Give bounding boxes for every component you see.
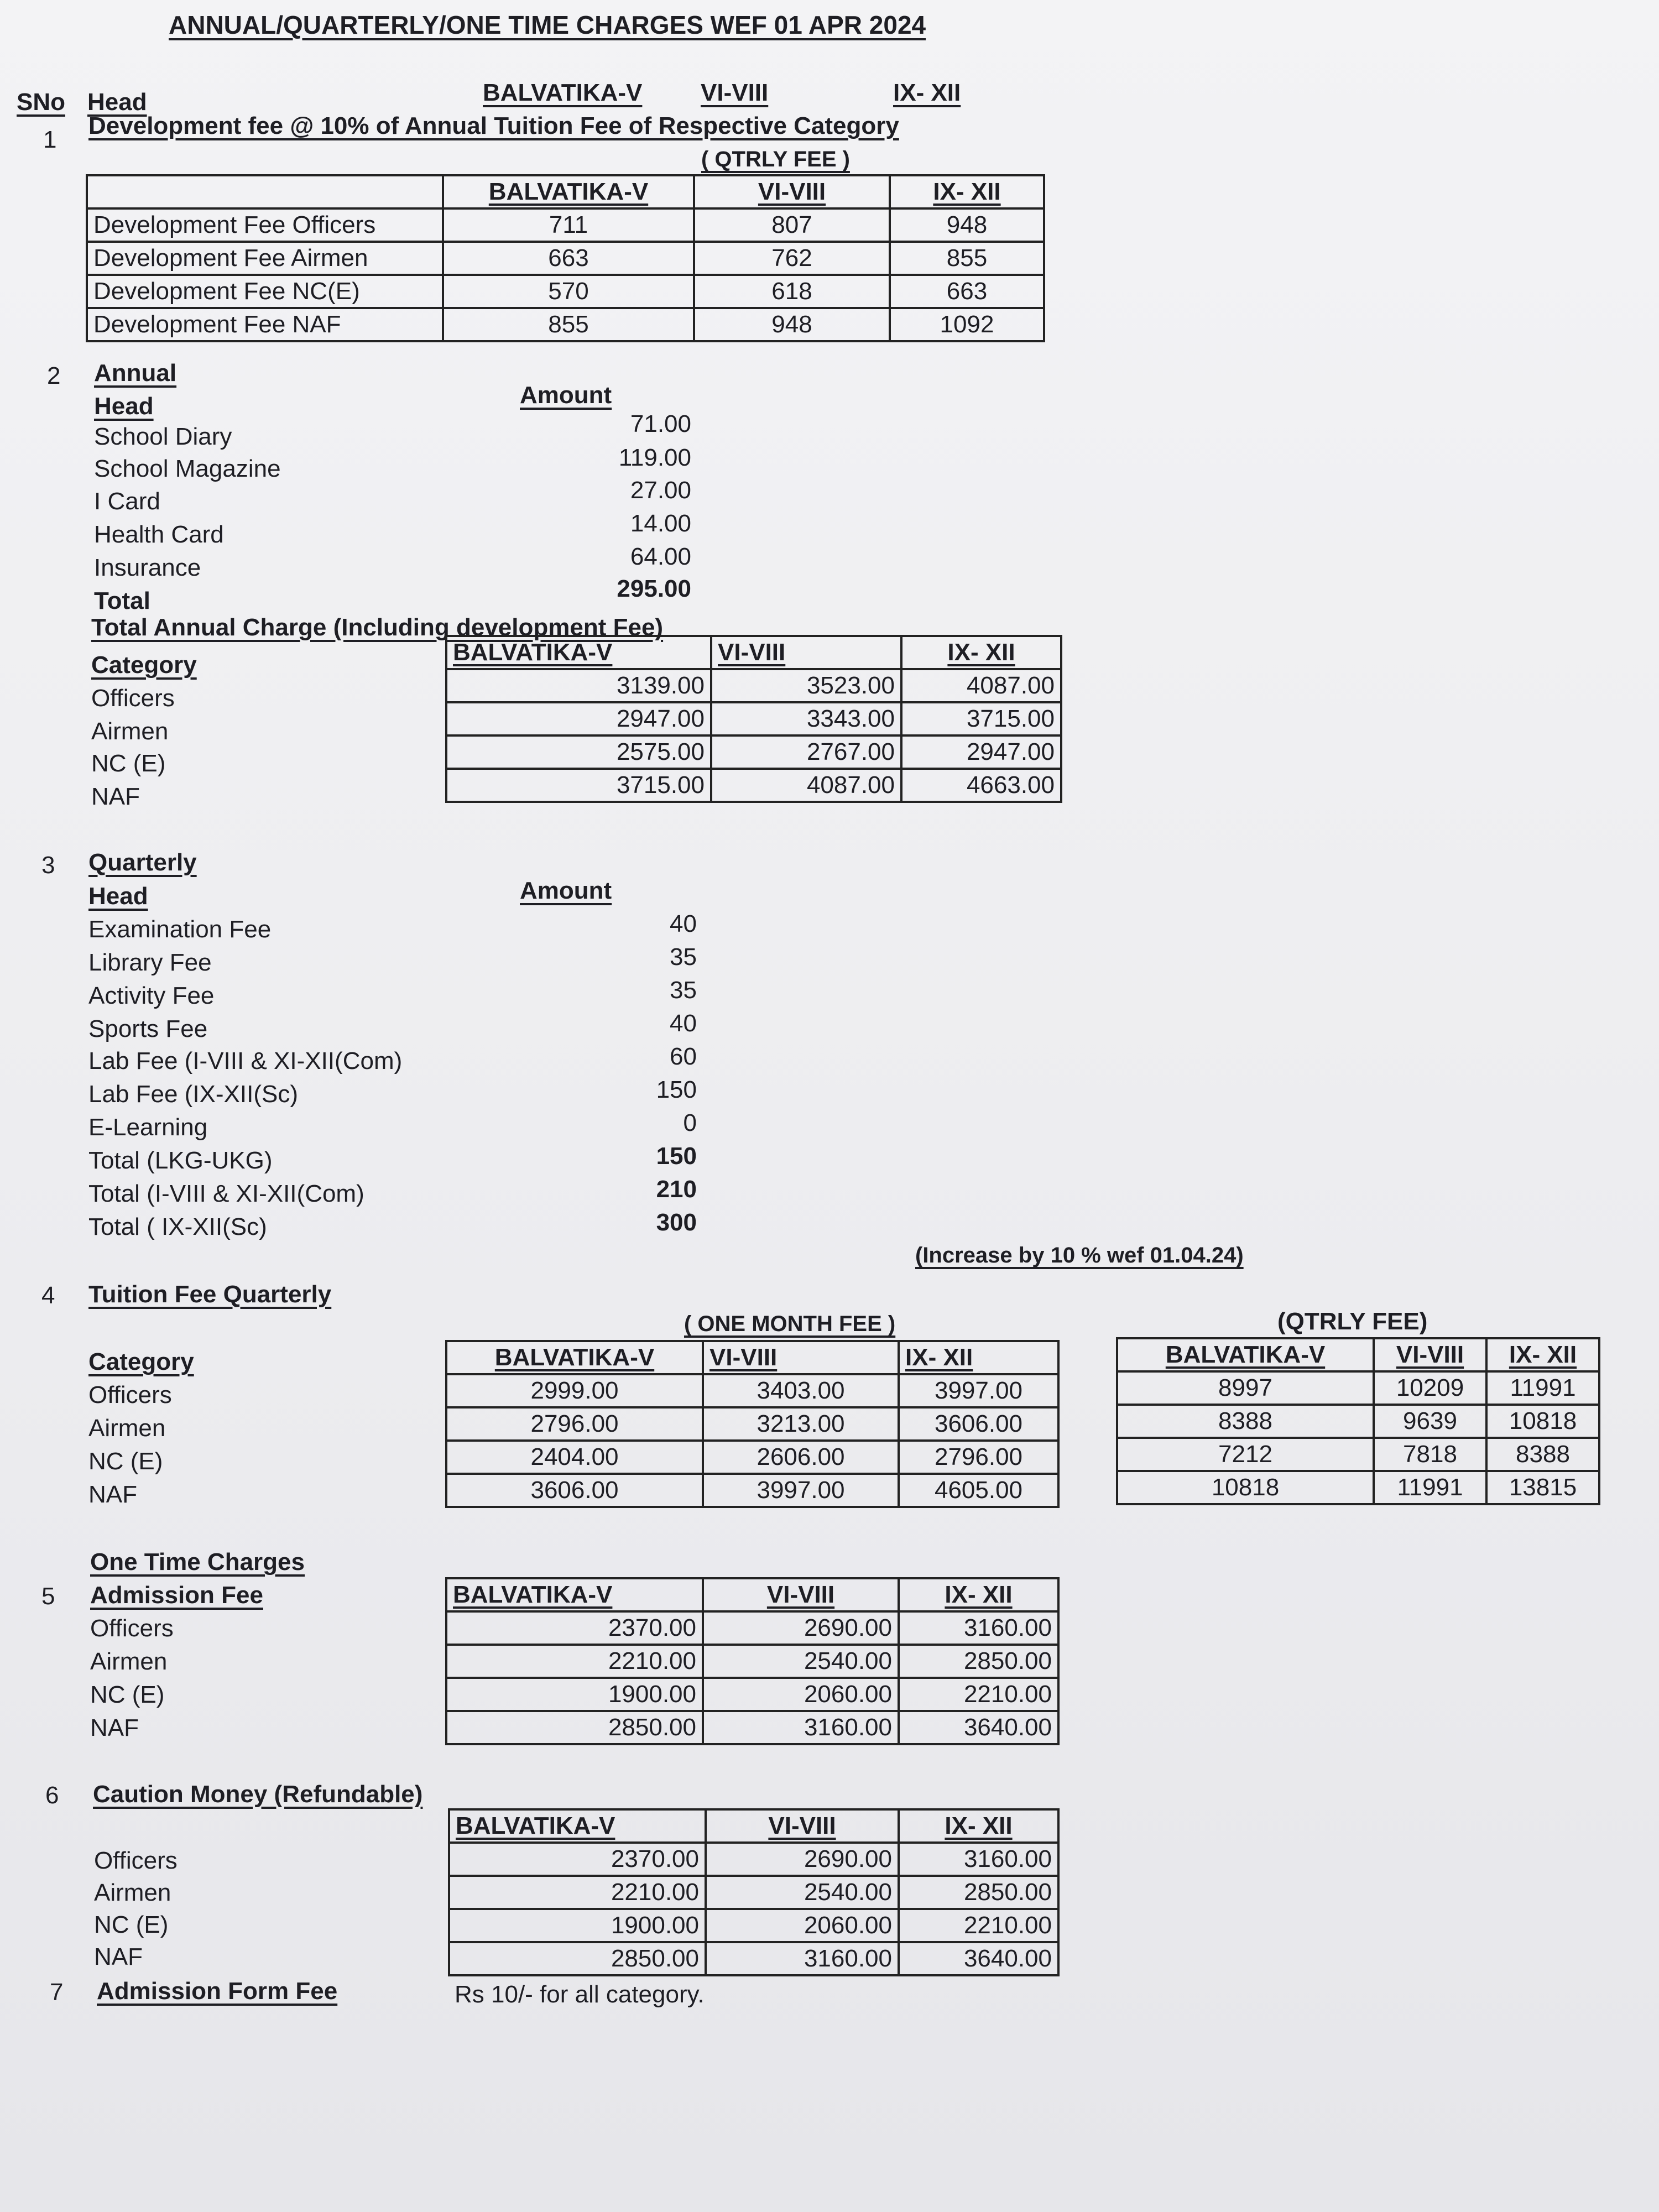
caution-money-table [448,1808,1060,1976]
table-row [446,702,1061,735]
table-row [446,669,1061,702]
category-label: Category [91,651,197,679]
section-1-note: ( QTRLY FEE ) [701,147,850,171]
table-cell: 855 [890,242,1044,275]
section-3-amount-label: Amount [520,877,612,904]
table-header-row [449,1809,1058,1843]
quarterly-item-amount: 40 [670,910,697,937]
quarterly-total-label: Total (LKG-UKG) [88,1147,273,1174]
quarterly-item-label: E-Learning [88,1114,208,1141]
table-cell: 13815 [1486,1471,1599,1504]
table-cell: 1900.00 [449,1909,706,1942]
annual-item-amount: 64.00 [630,543,691,570]
tuition-one-month-fee-table [445,1340,1060,1508]
header-col-vi-viii: VI-VIII [701,79,769,106]
table-cell: 2210.00 [899,1678,1058,1711]
section-4-number: 4 [41,1282,55,1309]
table-row [446,1374,1058,1407]
table-row [449,1909,1058,1942]
increase-note: (Increase by 10 % wef 01.04.24) [915,1243,1244,1267]
table-row [449,1942,1058,1975]
table-header-cell: VI-VIII [1374,1338,1486,1371]
category-row-label: Officers [88,1381,172,1408]
table-header-cell: IX- XII [899,1809,1058,1843]
category-row-label: Airmen [94,1879,171,1906]
tuition-quarterly-fee-table [1116,1337,1600,1505]
annual-item-amount: 71.00 [630,410,691,437]
table-cell: 3997.00 [703,1474,899,1507]
table-header-row [1117,1338,1599,1371]
one-time-charges-title: One Time Charges [90,1548,305,1575]
table-row [446,1474,1058,1507]
quarterly-item-label: Lab Fee (I-VIII & XI-XII(Com) [88,1047,403,1074]
header-col-ix-xii: IX- XII [893,79,961,106]
table-cell: 2540.00 [703,1645,899,1678]
table-cell: 3523.00 [711,669,901,702]
table-cell: 2690.00 [703,1611,899,1645]
section-7-title: Admission Form Fee [97,1978,338,2005]
table-cell: 711 [443,208,694,242]
table-cell: 948 [890,208,1044,242]
section-3-head-label: Head [88,883,148,910]
quarterly-item-label: Lab Fee (IX-XII(Sc) [88,1081,299,1108]
table-cell: 663 [890,275,1044,308]
table-cell: 2210.00 [446,1645,703,1678]
table-cell: 8997 [1117,1371,1374,1405]
table-cell: 3640.00 [899,1942,1058,1975]
quarterly-item-label: Activity Fee [88,982,215,1009]
table-cell: 2947.00 [446,702,711,735]
table-cell: 570 [443,275,694,308]
table-cell: 948 [694,308,890,341]
table-cell: 2060.00 [703,1678,899,1711]
table-cell: 8388 [1117,1405,1374,1438]
quarterly-item-amount: 35 [670,977,697,1004]
table-cell: 2850.00 [899,1876,1058,1909]
table-cell: 2850.00 [446,1711,703,1744]
section-4-title: Tuition Fee Quarterly [88,1281,332,1308]
table-cell: 2850.00 [449,1942,706,1975]
category-label: Category [88,1348,194,1375]
annual-item-amount: 27.00 [630,477,691,504]
table-cell: 3139.00 [446,669,711,702]
table-row [87,242,1044,275]
table-cell: 11991 [1374,1471,1486,1504]
table-header-row [446,1341,1058,1374]
table-cell: 11991 [1486,1371,1599,1405]
section-1-title: Development fee @ 10% of Annual Tuition Fee of Respective Category [88,112,899,139]
table-row [446,1645,1058,1678]
table-cell: 2796.00 [899,1441,1058,1474]
table-cell: 2370.00 [446,1611,703,1645]
page-title: ANNUAL/QUARTERLY/ONE TIME CHARGES WEF 01 APR 2024 [169,11,926,39]
one-month-fee-note: ( ONE MONTH FEE ) [684,1312,896,1336]
table-header-cell: IX- XII [901,636,1061,669]
annual-item-label: Health Card [94,521,224,548]
table-cell: 3160.00 [899,1611,1058,1645]
category-row-label: NC (E) [94,1911,169,1938]
table-row [449,1843,1058,1876]
table-cell: 2999.00 [446,1374,703,1407]
section-2-amount-label: Amount [520,382,612,409]
table-cell: 663 [443,242,694,275]
table-cell: 2370.00 [449,1843,706,1876]
table-cell: 618 [694,275,890,308]
section-5-title: Admission Fee [90,1582,263,1609]
table-header-cell: VI-VIII [706,1809,899,1843]
row-label: Development Fee Officers [87,208,443,242]
table-cell: 4663.00 [901,769,1061,802]
table-row [446,1407,1058,1441]
table-cell: 7818 [1374,1438,1486,1471]
table-header-cell: BALVATIKA-V [446,1578,703,1611]
total-annual-charge-title: Total Annual Charge (Including development Fee) [91,614,664,641]
annual-item-label: School Diary [94,423,232,450]
table-header-blank [87,175,443,208]
table-row [449,1876,1058,1909]
table-cell: 10818 [1486,1405,1599,1438]
table-cell: 2210.00 [449,1876,706,1909]
category-row-label: NC (E) [88,1448,163,1475]
table-cell: 2767.00 [711,735,901,769]
table-row [1117,1371,1599,1405]
header-head: Head [87,88,147,116]
category-row-label: NAF [94,1943,143,1970]
quarterly-item-amount: 60 [670,1043,697,1070]
annual-item-label: School Magazine [94,455,281,482]
category-row-label: NC (E) [91,750,166,777]
table-header-cell: VI-VIII [703,1578,899,1611]
table-row [446,769,1061,802]
table-row [87,208,1044,242]
table-cell: 3997.00 [899,1374,1058,1407]
table-cell: 2850.00 [899,1645,1058,1678]
admission-form-fee-text: Rs 10/- for all category. [455,1981,705,2008]
quarterly-item-amount: 40 [670,1010,697,1037]
quarterly-item-amount: 0 [683,1109,697,1136]
table-cell: 4605.00 [899,1474,1058,1507]
table-header-cell: IX- XII [1486,1338,1599,1371]
category-row-label: NAF [90,1714,139,1741]
quarterly-item-label: Sports Fee [88,1015,208,1042]
table-header-cell: BALVATIKA-V [443,175,694,208]
table-cell: 2796.00 [446,1407,703,1441]
table-row [1117,1471,1599,1504]
table-header-row [87,175,1044,208]
table-header-row [446,1578,1058,1611]
table-header-cell: BALVATIKA-V [446,636,711,669]
section-3-number: 3 [41,852,55,879]
quarterly-total-label: Total (I-VIII & XI-XII(Com) [88,1180,364,1207]
table-row [87,275,1044,308]
table-row [1117,1438,1599,1471]
table-row [446,1441,1058,1474]
category-row-label: NC (E) [90,1681,165,1708]
table-cell: 2210.00 [899,1909,1058,1942]
table-cell: 3715.00 [901,702,1061,735]
table-cell: 3213.00 [703,1407,899,1441]
category-row-label: NAF [88,1481,137,1508]
annual-item-label: I Card [94,488,160,515]
table-header-cell: BALVATIKA-V [449,1809,706,1843]
table-cell: 3160.00 [899,1843,1058,1876]
table-cell: 762 [694,242,890,275]
table-header-cell: IX- XII [899,1341,1058,1374]
table-cell: 2540.00 [706,1876,899,1909]
row-label: Development Fee NC(E) [87,275,443,308]
annual-item-label: Insurance [94,554,201,581]
quarterly-item-amount: 150 [656,1076,697,1103]
section-3-title: Quarterly [88,849,197,876]
admission-fee-table [445,1577,1060,1745]
table-row [446,735,1061,769]
category-row-label: Airmen [88,1415,166,1442]
table-cell: 1092 [890,308,1044,341]
table-cell: 807 [694,208,890,242]
table-cell: 10818 [1117,1471,1374,1504]
table-cell: 3640.00 [899,1711,1058,1744]
quarterly-total-amount: 150 [656,1142,697,1170]
table-row [1117,1405,1599,1438]
table-cell: 7212 [1117,1438,1374,1471]
category-row-label: Officers [91,685,175,712]
annual-item-amount: 119.00 [618,444,691,471]
table-cell: 1900.00 [446,1678,703,1711]
quarterly-item-amount: 35 [670,943,697,971]
table-header-cell: VI-VIII [694,175,890,208]
table-row [446,1678,1058,1711]
row-label: Development Fee NAF [87,308,443,341]
row-label: Development Fee Airmen [87,242,443,275]
table-header-cell: IX- XII [899,1578,1058,1611]
table-cell: 3606.00 [899,1407,1058,1441]
table-cell: 3160.00 [703,1711,899,1744]
quarterly-item-label: Library Fee [88,949,212,976]
quarterly-total-amount: 210 [656,1176,697,1203]
table-cell: 2690.00 [706,1843,899,1876]
category-row-label: Officers [90,1615,174,1642]
section-1-number: 1 [43,126,57,153]
table-cell: 2606.00 [703,1441,899,1474]
table-header-row [446,636,1061,669]
table-header-cell: VI-VIII [703,1341,899,1374]
quarterly-total-amount: 300 [656,1209,697,1236]
quarterly-total-label: Total ( IX-XII(Sc) [88,1213,267,1240]
table-cell: 2404.00 [446,1441,703,1474]
header-sno: SNo [17,88,65,116]
table-cell: 9639 [1374,1405,1486,1438]
table-cell: 3715.00 [446,769,711,802]
development-fee-table [86,174,1045,342]
section-2-number: 2 [47,362,61,389]
table-cell: 4087.00 [901,669,1061,702]
table-cell: 4087.00 [711,769,901,802]
annual-item-amount: 14.00 [630,510,691,537]
category-row-label: Airmen [91,718,169,745]
annual-total-label: Total [94,587,150,614]
table-cell: 3403.00 [703,1374,899,1407]
table-cell: 3343.00 [711,702,901,735]
table-cell: 2575.00 [446,735,711,769]
table-row [446,1611,1058,1645]
table-header-cell: BALVATIKA-V [446,1341,703,1374]
category-row-label: Airmen [90,1648,168,1675]
table-header-cell: BALVATIKA-V [1117,1338,1374,1371]
category-row-label: Officers [94,1847,178,1874]
category-row-label: NAF [91,783,140,810]
table-header-cell: IX- XII [890,175,1044,208]
table-cell: 2060.00 [706,1909,899,1942]
section-7-number: 7 [50,1979,64,2006]
table-row [87,308,1044,341]
header-col-balvatika: BALVATIKA-V [483,79,643,106]
section-6-title: Caution Money (Refundable) [93,1781,423,1808]
table-cell: 2947.00 [901,735,1061,769]
section-2-head-label: Head [94,393,154,420]
table-cell: 855 [443,308,694,341]
table-header-cell: VI-VIII [711,636,901,669]
table-row [446,1711,1058,1744]
table-cell: 8388 [1486,1438,1599,1471]
table-cell: 10209 [1374,1371,1486,1405]
quarterly-item-label: Examination Fee [88,916,272,943]
section-2-title: Annual [94,359,177,387]
section-5-number: 5 [41,1583,55,1610]
section-6-number: 6 [45,1782,59,1809]
table-cell: 3160.00 [706,1942,899,1975]
total-annual-charge-table [445,635,1062,803]
annual-total-amount: 295.00 [617,575,691,602]
table-cell: 3606.00 [446,1474,703,1507]
quarterly-fee-note: (QTRLY FEE) [1277,1308,1428,1335]
